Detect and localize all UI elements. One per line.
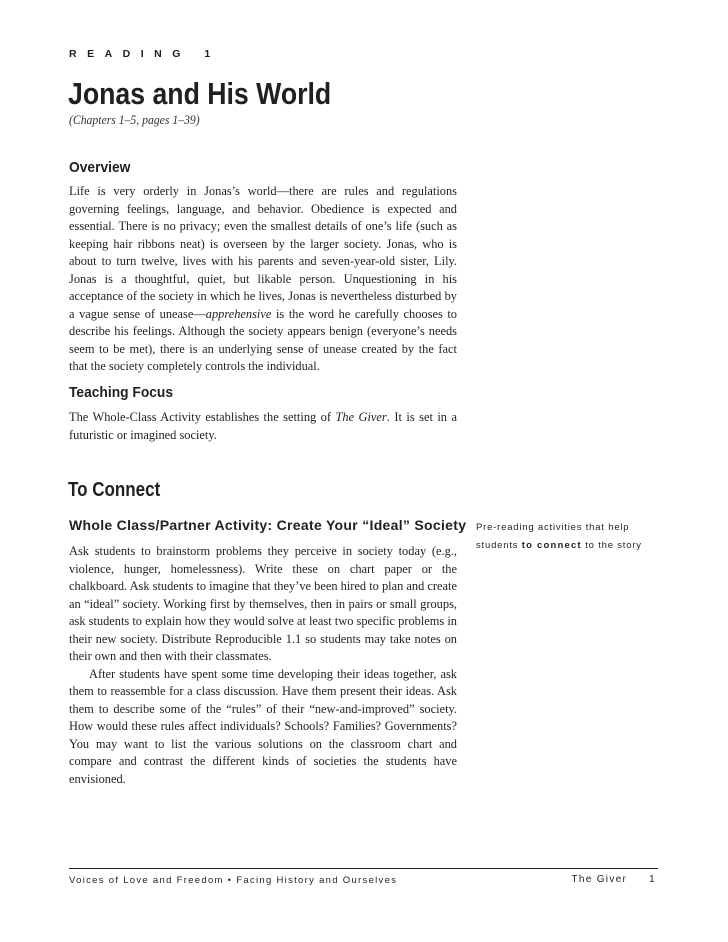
overview-italic-word: apprehensive — [205, 306, 272, 321]
overview-heading: Overview — [69, 159, 131, 176]
reading-kicker: READING 1 — [69, 48, 221, 60]
margin-note-bold: to connect — [521, 540, 582, 551]
page-title: Jonas and His World — [68, 76, 332, 111]
chapter-range: (Chapters 1–5, pages 1–39) — [69, 112, 200, 127]
overview-text — [69, 183, 457, 376]
margin-note-part-1: Pre-reading activities that help students — [476, 522, 630, 551]
teaching-focus-part-1: The Whole-Class Activity establishes the setting of — [69, 410, 336, 424]
activity-paragraph-1: Ask students to brainstorm problems they perceive in society today (e.g., violence, hunger, homelessness). Write these on chart paper or the chalkboard. Ask students to imagine that they’ve been hired to plan and create an “ideal” society. Working first by themselves, then in pairs or small groups, ask students to explain how they would solve at least two specific problems in their new society. Distribute Reproducible 1.1 so students may take notes on their own and then with their classmates. — [69, 544, 457, 663]
page-number: 1 — [649, 874, 656, 885]
footer-series: Voices of Love and Freedom • Facing History and Ourselves — [69, 875, 398, 886]
activity-paragraph-2: After students have spent some time developing their ideas together, ask them to reassemble for a class discussion. Have them present their ideas. Ask them to describe some of the “rules” of their “new-and-improved” society. How would these rules affect individuals? Schools? Families? Governments? You may want to list the various solutions on the classroom chart and compare and contrast the different kinds of societies the students have envisioned. — [69, 666, 457, 786]
to-connect-heading: To Connect — [68, 479, 161, 501]
footer-book-title: The Giver — [571, 874, 628, 885]
book-title-italic: The Giver — [335, 410, 387, 424]
overview-text-part-2: is the word he carefully chooses to describe his feelings. Although the society appears benign (everyone’s needs seem to be met), there is an underlying sense of unease created by the fact that the society completely controls the individual. — [69, 306, 457, 373]
footer-rule — [69, 868, 658, 869]
footer-right — [572, 874, 656, 885]
to-connect-text — [69, 543, 457, 788]
overview-text-part-1: Life is very orderly in Jonas’s world—there are rules and regulations governing feelings, language, and behavior. Obedience is expected and essential. There is no privacy; even the smallest details of one’s life (such as keeping hair ribbons neat) is overseen by the larger society. Jonas, who is about to turn twelve, lives with his parents and seven-year-old sister, Lily. Jonas is a thoughtful, quiet, but likable person. Unquestioning in his acceptance of the society in which he lives, Jonas is nevertheless disturbed by a vague sense of unease— — [69, 184, 457, 321]
teaching-focus-part-2: . It is set in a futuristic or imagined society. — [69, 410, 457, 442]
activity-heading: Whole Class/Partner Activity: Create Your “Ideal” Society — [69, 517, 467, 533]
margin-note-part-2: to the story — [581, 540, 642, 551]
teaching-focus-heading: Teaching Focus — [69, 384, 174, 401]
margin-note — [476, 519, 666, 555]
teaching-focus-text — [69, 409, 457, 444]
